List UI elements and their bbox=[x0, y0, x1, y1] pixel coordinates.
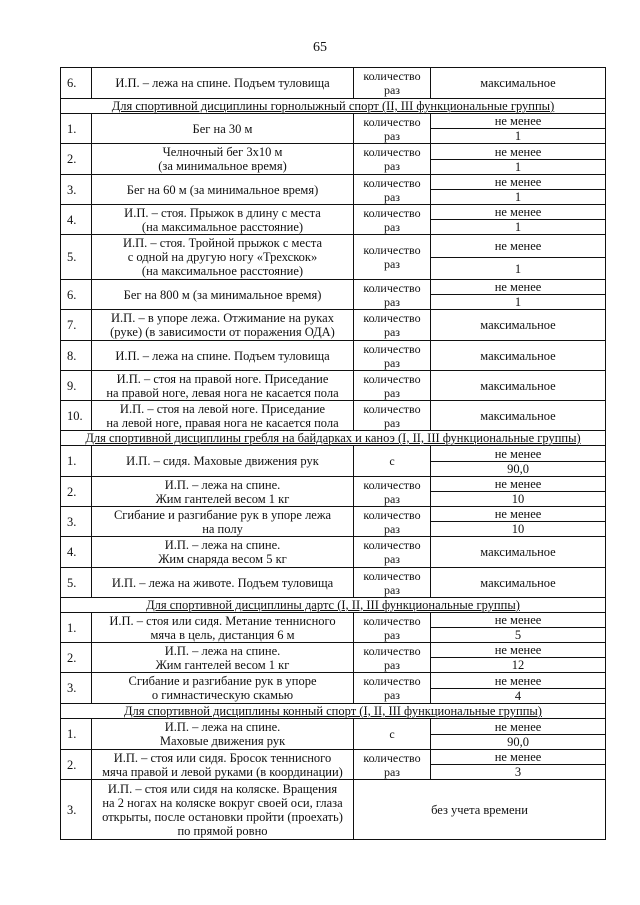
unit-of-measure: с bbox=[354, 719, 431, 750]
exercise-description: И.П. – стоя. Тройной прыжок с места с одной на другую ногу «Трехскок» (на максимальное расстояние) bbox=[92, 235, 354, 280]
standard-value: максимальное bbox=[431, 68, 606, 99]
standard-value: 90,0 bbox=[431, 462, 606, 477]
unit-of-measure: количество раз bbox=[354, 507, 431, 537]
row-number: 1. bbox=[61, 446, 92, 477]
exercise-description: И.П. – в упоре лежа. Отжимание на руках (руке) (в зависимости от поражения ОДА) bbox=[92, 310, 354, 341]
standard-label: не менее bbox=[431, 477, 606, 492]
exercise-row bbox=[61, 477, 606, 492]
exercise-row bbox=[61, 643, 606, 658]
section-header-row bbox=[61, 431, 606, 446]
standard-label: не менее bbox=[431, 507, 606, 522]
standard-value: 3 bbox=[431, 765, 606, 780]
standard-value: 1 bbox=[431, 258, 606, 280]
unit-of-measure: количество раз bbox=[354, 643, 431, 673]
row-number: 8. bbox=[61, 341, 92, 371]
section-title: Для спортивной дисциплины горнолыжный спорт (II, III функциональные группы) bbox=[61, 99, 606, 114]
row-number: 2. bbox=[61, 643, 92, 673]
row-number: 3. bbox=[61, 673, 92, 704]
section-title: Для спортивной дисциплины гребля на байдарках и каноэ (I, II, III функциональные группы) bbox=[61, 431, 606, 446]
exercise-row bbox=[61, 613, 606, 628]
standard-value: максимальное bbox=[431, 371, 606, 401]
unit-of-measure: количество раз bbox=[354, 613, 431, 643]
standard-label: не менее bbox=[431, 175, 606, 190]
exercise-description: И.П. – лежа на спине. Маховые движения рук bbox=[92, 719, 354, 750]
row-number: 1. bbox=[61, 114, 92, 144]
standard-value: 90,0 bbox=[431, 735, 606, 750]
unit-of-measure: количество раз bbox=[354, 175, 431, 205]
exercise-row bbox=[61, 235, 606, 258]
standard-label: не менее bbox=[431, 673, 606, 689]
standard-value: максимальное bbox=[431, 568, 606, 598]
standard-label: не менее bbox=[431, 613, 606, 628]
unit-of-measure: количество раз bbox=[354, 235, 431, 280]
exercise-row bbox=[61, 68, 606, 99]
row-number: 5. bbox=[61, 235, 92, 280]
standard-value: 1 bbox=[431, 220, 606, 235]
standard-value: максимальное bbox=[431, 401, 606, 431]
exercise-row bbox=[61, 114, 606, 129]
standard-label: не менее bbox=[431, 114, 606, 129]
standard-label: не менее bbox=[431, 446, 606, 462]
unit-of-measure: количество раз bbox=[354, 401, 431, 431]
exercise-row bbox=[61, 310, 606, 341]
unit-of-measure: количество раз bbox=[354, 750, 431, 780]
exercise-row bbox=[61, 537, 606, 568]
exercise-description: И.П. – лежа на спине. Подъем туловища bbox=[92, 341, 354, 371]
exercise-row bbox=[61, 401, 606, 431]
row-number: 10. bbox=[61, 401, 92, 431]
standard-label: не менее bbox=[431, 205, 606, 220]
exercise-description: И.П. – лежа на спине. Жим гантелей весом 1 кг bbox=[92, 643, 354, 673]
exercise-row bbox=[61, 780, 606, 840]
row-number: 9. bbox=[61, 371, 92, 401]
unit-of-measure: количество раз bbox=[354, 371, 431, 401]
exercise-row bbox=[61, 719, 606, 735]
exercise-description: И.П. – стоя или сидя. Метание теннисного мяча в цель, дистанция 6 м bbox=[92, 613, 354, 643]
unit-of-measure: с bbox=[354, 446, 431, 477]
exercise-description: И.П. – стоя на правой ноге. Приседание на правой ноге, левая нога не касается пола bbox=[92, 371, 354, 401]
exercise-row bbox=[61, 446, 606, 462]
row-number: 6. bbox=[61, 68, 92, 99]
exercise-description: И.П. – стоя. Прыжок в длину с места (на максимальное расстояние) bbox=[92, 205, 354, 235]
exercise-description: И.П. – лежа на животе. Подъем туловища bbox=[92, 568, 354, 598]
standard-value: 1 bbox=[431, 160, 606, 175]
row-number: 7. bbox=[61, 310, 92, 341]
exercise-row bbox=[61, 750, 606, 765]
unit-of-measure: количество раз bbox=[354, 144, 431, 175]
exercise-description: Сгибание и разгибание рук в упоре о гимнастическую скамью bbox=[92, 673, 354, 704]
standard-value: максимальное bbox=[431, 341, 606, 371]
standard-label: не менее bbox=[431, 719, 606, 735]
unit-of-measure: количество раз bbox=[354, 310, 431, 341]
exercise-description: Сгибание и разгибание рук в упоре лежа на полу bbox=[92, 507, 354, 537]
exercise-description: И.П. – лежа на спине. Жим гантелей весом 1 кг bbox=[92, 477, 354, 507]
row-number: 6. bbox=[61, 280, 92, 310]
section-header-row bbox=[61, 704, 606, 719]
standards-table bbox=[60, 67, 606, 840]
unit-of-measure: количество раз bbox=[354, 280, 431, 310]
exercise-row bbox=[61, 205, 606, 220]
exercise-row bbox=[61, 507, 606, 522]
exercise-row bbox=[61, 144, 606, 160]
standard-value: максимальное bbox=[431, 537, 606, 568]
standard-value: максимальное bbox=[431, 310, 606, 341]
page-number: 65 bbox=[313, 40, 327, 55]
standard-value: 4 bbox=[431, 689, 606, 704]
standard-label: не менее bbox=[431, 643, 606, 658]
exercise-description: И.П. – лежа на спине. Жим снаряда весом 5 кг bbox=[92, 537, 354, 568]
row-number: 3. bbox=[61, 175, 92, 205]
exercise-description: Челночный бег 3х10 м (за минимальное время) bbox=[92, 144, 354, 175]
standard-label: не менее bbox=[431, 750, 606, 765]
exercise-row bbox=[61, 673, 606, 689]
exercise-description: И.П. – стоя или сидя. Бросок теннисного мяча правой и левой руками (в координации) bbox=[92, 750, 354, 780]
exercise-description: Бег на 30 м bbox=[92, 114, 354, 144]
unit-of-measure: количество раз bbox=[354, 114, 431, 144]
standard-value: 10 bbox=[431, 492, 606, 507]
exercise-row bbox=[61, 568, 606, 598]
exercise-row bbox=[61, 280, 606, 295]
unit-of-measure: количество раз bbox=[354, 68, 431, 99]
exercise-description: Бег на 800 м (за минимальное время) bbox=[92, 280, 354, 310]
section-header-row bbox=[61, 99, 606, 114]
exercise-description: И.П. – стоя или сидя на коляске. Вращения на 2 ногах на коляске вокруг своей оси, глаза открыты, после остановки пройти (проехать) по прямой ровно bbox=[92, 780, 354, 840]
standard-value: 1 bbox=[431, 190, 606, 205]
section-header-row bbox=[61, 598, 606, 613]
row-number: 1. bbox=[61, 613, 92, 643]
unit-of-measure: количество раз bbox=[354, 341, 431, 371]
standard-value: без учета времени bbox=[354, 780, 606, 840]
standard-value: 1 bbox=[431, 295, 606, 310]
standard-value: 12 bbox=[431, 658, 606, 673]
row-number: 4. bbox=[61, 205, 92, 235]
section-title: Для спортивной дисциплины дартс (I, II, III функциональные группы) bbox=[61, 598, 606, 613]
exercise-description: Бег на 60 м (за минимальное время) bbox=[92, 175, 354, 205]
exercise-description: И.П. – лежа на спине. Подъем туловища bbox=[92, 68, 354, 99]
unit-of-measure: количество раз bbox=[354, 673, 431, 704]
standard-label: не менее bbox=[431, 144, 606, 160]
row-number: 2. bbox=[61, 144, 92, 175]
standard-label: не менее bbox=[431, 280, 606, 295]
exercise-description: И.П. – стоя на левой ноге. Приседание на левой ноге, правая нога не касается пола bbox=[92, 401, 354, 431]
section-title: Для спортивной дисциплины конный спорт (I, II, III функциональные группы) bbox=[61, 704, 606, 719]
standard-value: 10 bbox=[431, 522, 606, 537]
row-number: 3. bbox=[61, 780, 92, 840]
row-number: 5. bbox=[61, 568, 92, 598]
row-number: 2. bbox=[61, 477, 92, 507]
unit-of-measure: количество раз bbox=[354, 568, 431, 598]
exercise-row bbox=[61, 371, 606, 401]
row-number: 4. bbox=[61, 537, 92, 568]
row-number: 3. bbox=[61, 507, 92, 537]
standard-value: 5 bbox=[431, 628, 606, 643]
row-number: 1. bbox=[61, 719, 92, 750]
standard-label: не менее bbox=[431, 235, 606, 258]
row-number: 2. bbox=[61, 750, 92, 780]
standard-value: 1 bbox=[431, 129, 606, 144]
exercise-row bbox=[61, 341, 606, 371]
unit-of-measure: количество раз bbox=[354, 205, 431, 235]
exercise-row bbox=[61, 175, 606, 190]
unit-of-measure: количество раз bbox=[354, 537, 431, 568]
unit-of-measure: количество раз bbox=[354, 477, 431, 507]
exercise-description: И.П. – сидя. Маховые движения рук bbox=[92, 446, 354, 477]
